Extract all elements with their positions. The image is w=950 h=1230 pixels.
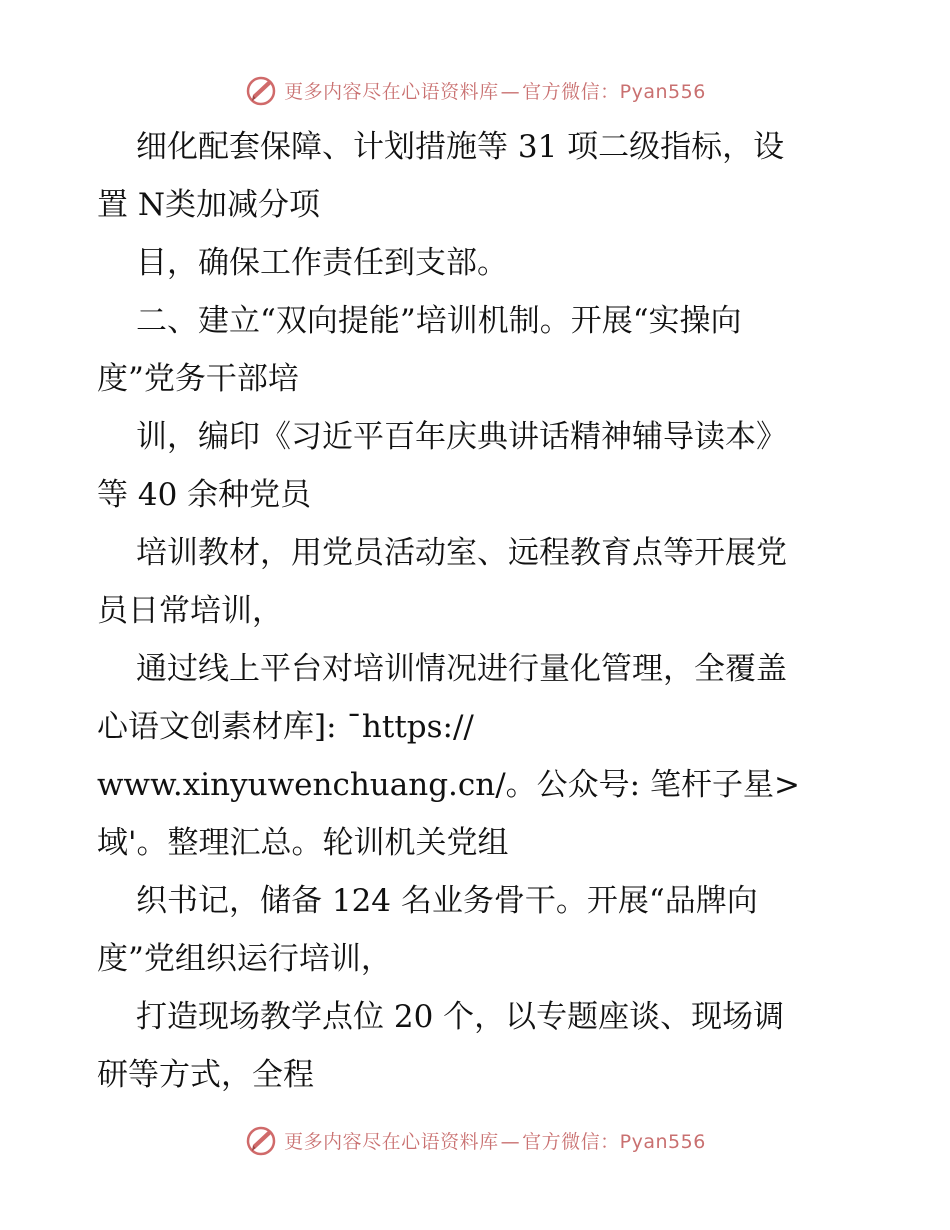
watermark-banner-top <box>0 70 950 110</box>
brand-logo-icon <box>244 73 278 107</box>
text-line: 等 40 余种党员 <box>97 477 312 513</box>
text-line: 度”党组织运行培训， <box>97 941 392 977</box>
text-line: 置 N类加减分项 <box>97 187 320 223</box>
text-line: www.xinyuwenchuang.cn/。公众号: 笔杆子星> <box>97 767 800 803</box>
text-line: 心语文创素材库]: ¯https:// <box>97 709 474 745</box>
text-line: 域'。整理汇总。轮训机关党组 <box>97 825 509 861</box>
watermark-banner-bottom <box>0 1120 950 1160</box>
watermark-text: 更多内容尽在心语资料库 — 官方微信：Pyan556 <box>284 80 706 103</box>
text-line: 打造现场教学点位 20 个，以专题座谈、现场调 <box>136 999 785 1035</box>
text-line: 通过线上平台对培训情况进行量化管理，全覆盖 <box>136 651 787 687</box>
text-line: 员日常培训， <box>97 593 283 629</box>
brand-logo-icon <box>244 1123 278 1157</box>
text-line: 织书记，储备 124 名业务骨干。开展“品牌向 <box>136 883 758 919</box>
text-line: 目，确保工作责任到支部。 <box>136 245 508 281</box>
watermark-text: 更多内容尽在心语资料库 — 官方微信：Pyan556 <box>284 1130 706 1153</box>
text-line: 细化配套保障、计划措施等 31 项二级指标，设 <box>136 129 785 165</box>
text-line: 度”党务干部培 <box>97 361 299 397</box>
text-line: 训，编印《习近平百年庆典讲话精神辅导读本》 <box>136 419 787 455</box>
text-line: 研等方式，全程 <box>97 1057 314 1093</box>
text-line: 培训教材，用党员活动室、远程教育点等开展党 <box>136 535 787 571</box>
document-body <box>0 118 950 1104</box>
text-line: 二、建立“双向提能”培训机制。开展“实操向 <box>136 303 742 339</box>
